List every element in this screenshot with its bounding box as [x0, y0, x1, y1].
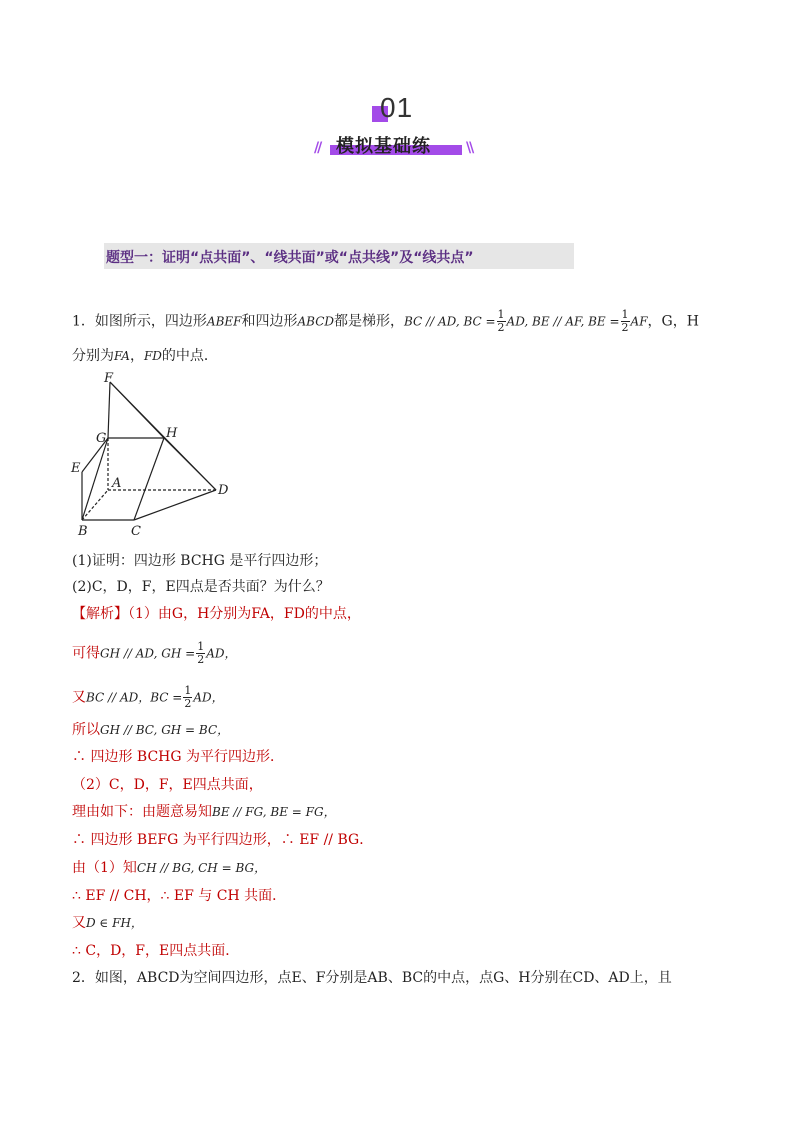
- solution-line12: ∴ C，D，F，E四点共面．: [72, 943, 240, 959]
- solution-line3: 又BC // AD，BC = $\frac{1}{2}$ AD，: [72, 684, 224, 710]
- geometry-figure: [68, 370, 238, 538]
- solution-tag: 【解析】: [72, 606, 128, 622]
- label-H: H: [166, 426, 178, 441]
- solution-line6: （2）C，D，F，E四点共面，: [72, 777, 263, 793]
- label-D: D: [218, 483, 229, 498]
- solution-line2: 可得GH // AD, GH = $\frac{1}{2}$ AD，: [72, 640, 237, 666]
- solution-line7: 理由如下：由题意易知BE // FG, BE = FG，: [72, 804, 336, 820]
- problem2-line1: 2．如图，ABCD为空间四边形，点E、F分别是AB、BC的中点，点G、H分别在CD、AD上，且: [72, 970, 672, 986]
- label-A: A: [112, 476, 122, 491]
- title-block: [330, 136, 462, 157]
- page-title: 模拟基础练: [336, 136, 431, 157]
- label-B: B: [78, 524, 88, 538]
- solution-line5: ∴ 四边形 BCHG 为平行四边形．: [72, 749, 285, 765]
- solution-line1: 【解析】（1）由G，H分别为FA，FD的中点，: [72, 606, 361, 622]
- solution-line11: 又D ∈ FH，: [72, 915, 143, 931]
- solution-line8: ∴ 四边形 BEFG 为平行四边形，∴ EF // BG．: [72, 832, 374, 848]
- problem1-line2: 分别为FA，FD的中点．: [72, 348, 218, 364]
- section-number: 01: [380, 92, 414, 123]
- left-deco: //: [314, 140, 321, 156]
- problem1-line1: 1．如图所示，四边形ABEF和四边形ABCD都是梯形，BC // AD, BC = $\frac{1}{2}$ AD, BE // AF, BE = $\frac{1}{2}$ AF，G，H: [72, 308, 699, 334]
- section-banner: [104, 243, 574, 269]
- label-E: E: [71, 461, 81, 476]
- question-2: (2)C，D，F，E四点是否共面？为什么？: [72, 579, 330, 595]
- solution-line9: 由（1）知CH // BG, CH = BG，: [72, 860, 267, 876]
- label-G: G: [96, 431, 107, 446]
- solution-line4: 所以GH // BC, GH = BC，: [72, 722, 230, 738]
- question-1: (1)证明：四边形 BCHG 是平行四边形；: [72, 553, 328, 569]
- label-C: C: [131, 524, 141, 538]
- section-title: 题型一：证明“点共面”、“线共面”或“点共线”及“线共点”: [106, 250, 474, 266]
- label-F: F: [104, 371, 114, 386]
- solution-line10: ∴ EF // CH，∴ EF 与 CH 共面．: [72, 888, 287, 904]
- right-deco: \\: [466, 140, 473, 156]
